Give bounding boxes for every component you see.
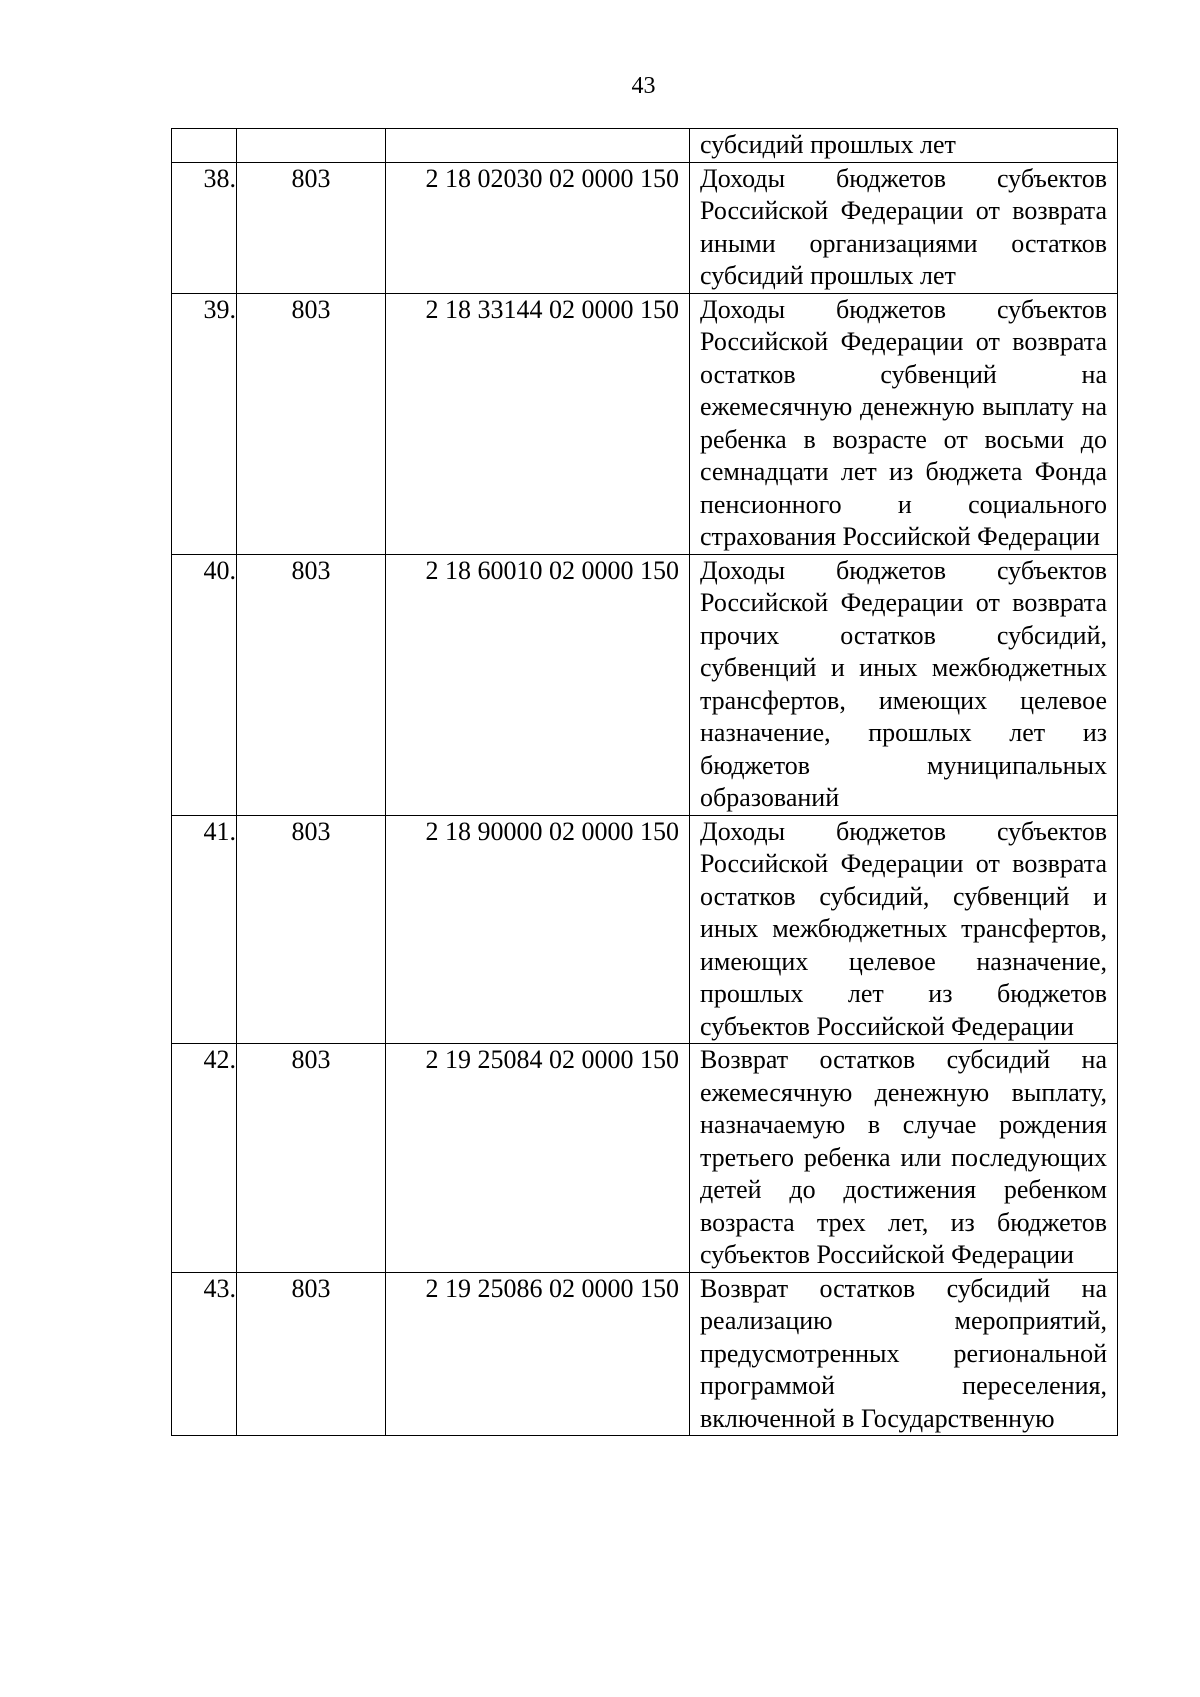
admin-code: 803 (237, 554, 386, 815)
admin-code: 803 (237, 162, 386, 293)
row-number: 40. (172, 554, 237, 815)
admin-code: 803 (237, 293, 386, 554)
revenue-codes-table (171, 128, 1118, 1436)
budget-classification-code (386, 129, 690, 163)
table-row (172, 554, 1118, 815)
revenue-description: субсидий прошлых лет (690, 129, 1118, 163)
budget-classification-code: 2 19 25086 02 0000 150 (386, 1272, 690, 1436)
revenue-description: Доходы бюджетов субъектов Российской Федерации от возврата прочих остатков субсидий, субвенций и иных межбюджетных трансфертов, имеющих целевое назначение, прошлых лет из бюджетов муниципальных образований (690, 554, 1118, 815)
revenue-description: Доходы бюджетов субъектов Российской Федерации от возврата остатков субвенций на ежемесячную денежную выплату на ребенка в возрасте от восьми до семнадцати лет из бюджета Фонда пенсионного и социального страхования Российской Федерации (690, 293, 1118, 554)
table-row (172, 162, 1118, 293)
table-row-continuation (172, 129, 1118, 163)
budget-classification-code: 2 18 90000 02 0000 150 (386, 815, 690, 1044)
budget-classification-code: 2 19 25084 02 0000 150 (386, 1044, 690, 1273)
revenue-description: Доходы бюджетов субъектов Российской Федерации от возврата иными организациями остатков субсидий прошлых лет (690, 162, 1118, 293)
row-number (172, 129, 237, 163)
table-row (172, 1272, 1118, 1436)
admin-code: 803 (237, 1272, 386, 1436)
row-number: 39. (172, 293, 237, 554)
budget-classification-code: 2 18 33144 02 0000 150 (386, 293, 690, 554)
revenue-description: Возврат остатков субсидий на реализацию мероприятий, предусмотренных региональной программой переселения, включенной в Государственную (690, 1272, 1118, 1436)
table-row (172, 815, 1118, 1044)
row-number: 41. (172, 815, 237, 1044)
revenue-description: Возврат остатков субсидий на ежемесячную денежную выплату, назначаемую в случае рождения третьего ребенка или последующих детей до достижения ребенком возраста трех лет, из бюджетов субъектов Российской Федерации (690, 1044, 1118, 1273)
admin-code (237, 129, 386, 163)
admin-code: 803 (237, 1044, 386, 1273)
admin-code: 803 (237, 815, 386, 1044)
row-number: 42. (172, 1044, 237, 1273)
row-number: 38. (172, 162, 237, 293)
row-number: 43. (172, 1272, 237, 1436)
budget-classification-code: 2 18 02030 02 0000 150 (386, 162, 690, 293)
table-row (172, 293, 1118, 554)
page-number: 43 (631, 73, 656, 99)
budget-classification-code: 2 18 60010 02 0000 150 (386, 554, 690, 815)
revenue-description: Доходы бюджетов субъектов Российской Федерации от возврата остатков субсидий, субвенций и иных межбюджетных трансфертов, имеющих целевое назначение, прошлых лет из бюджетов субъектов Российской Федерации (690, 815, 1118, 1044)
table-row (172, 1044, 1118, 1273)
